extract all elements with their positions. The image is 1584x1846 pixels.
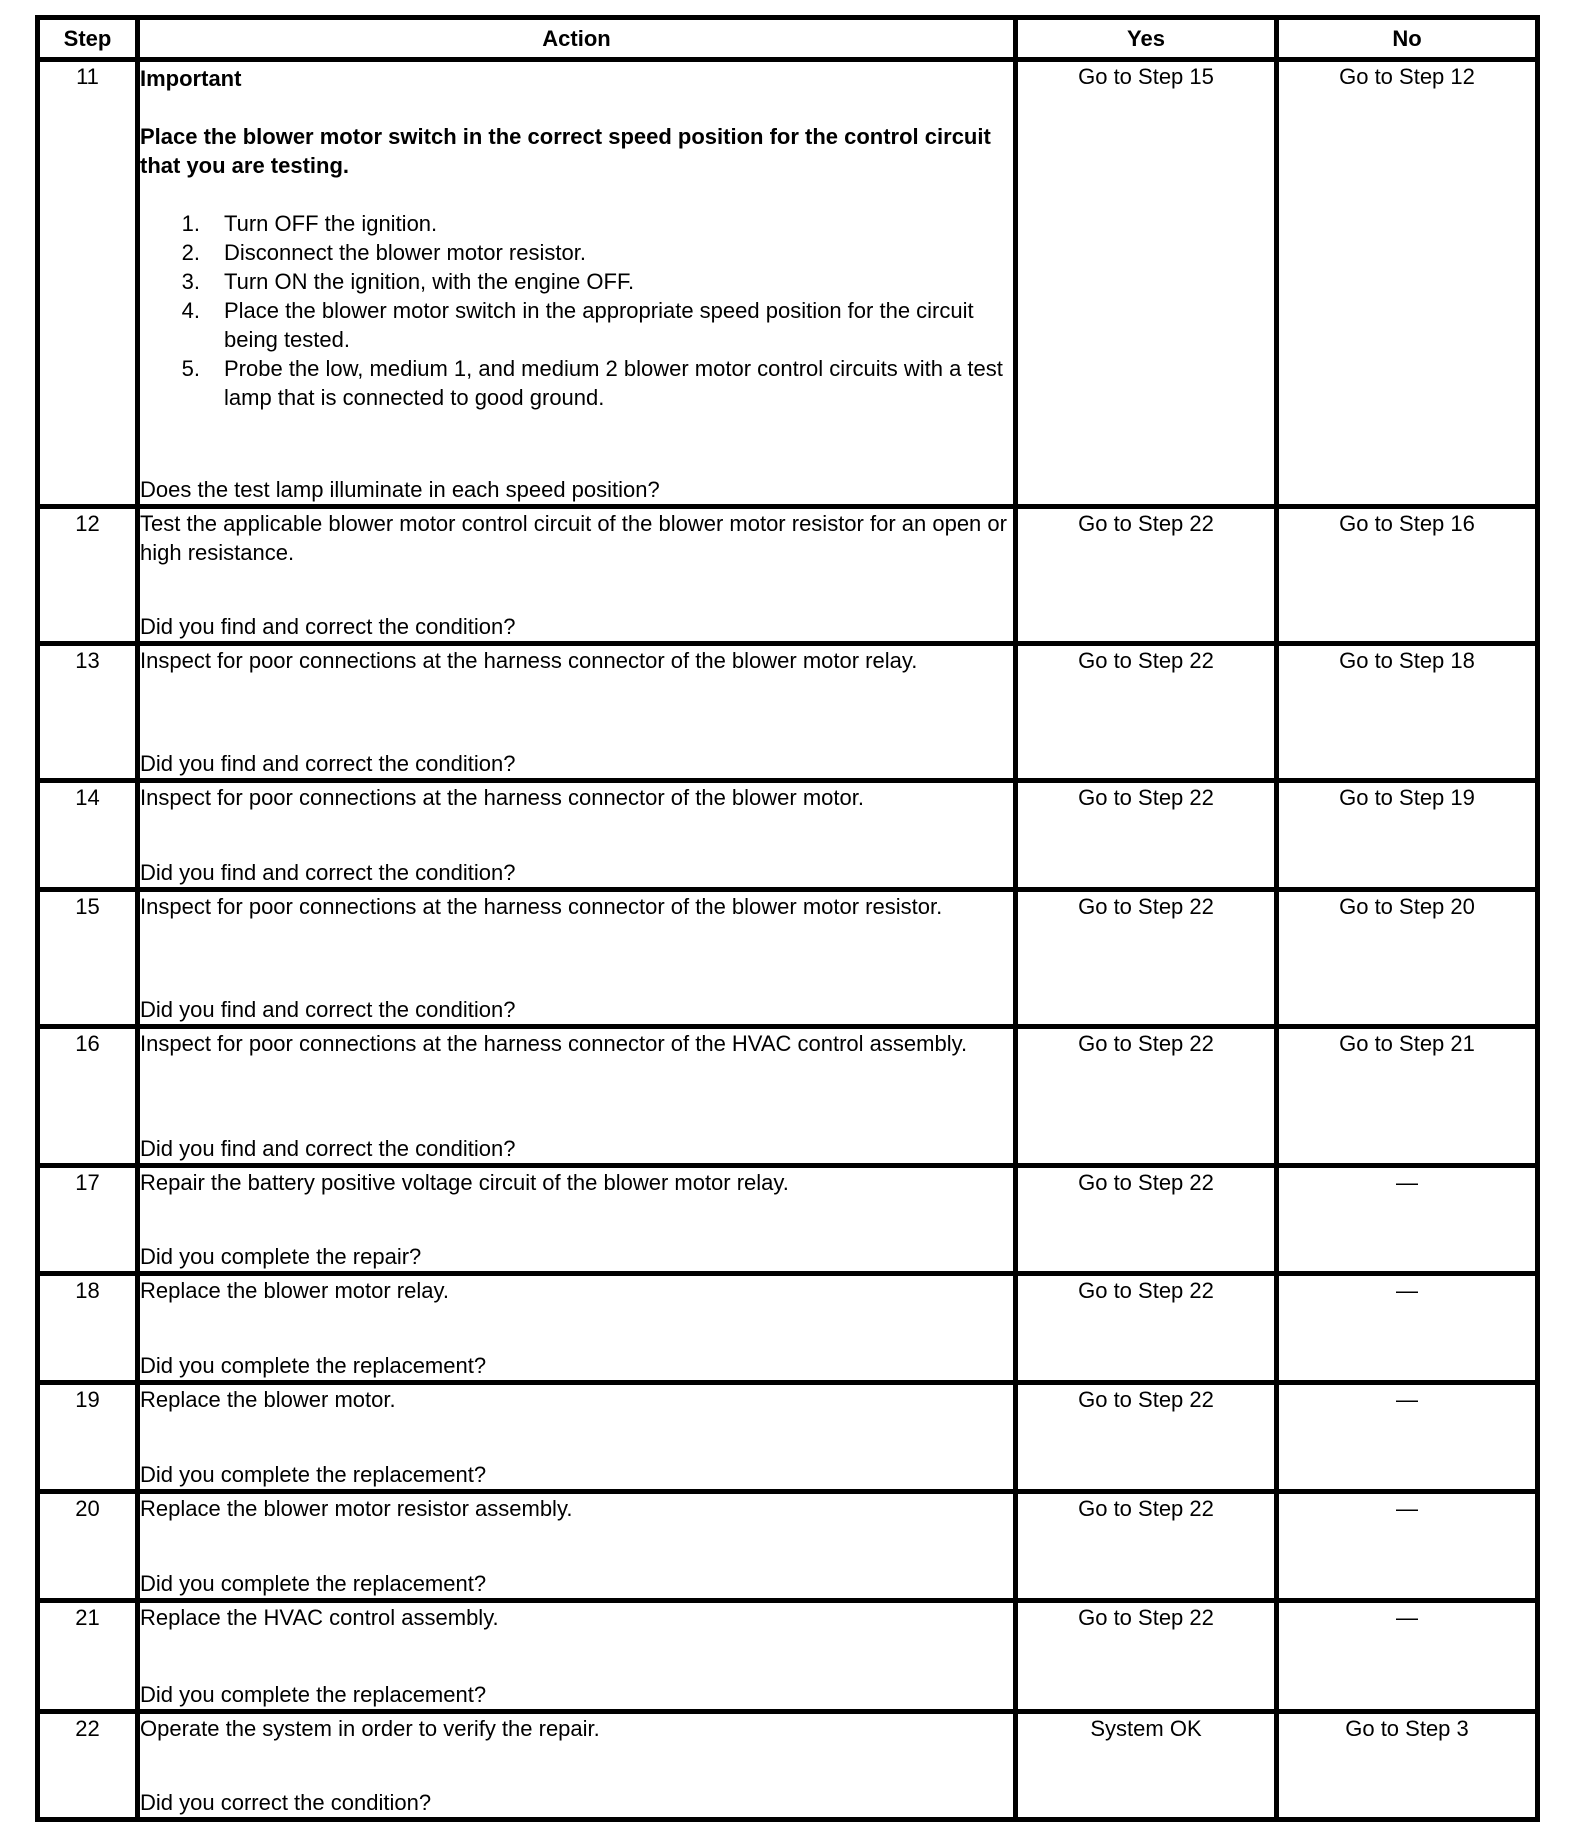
step-number: 12 <box>38 507 138 644</box>
list-item <box>140 354 1013 412</box>
step-number: 16 <box>38 1027 138 1166</box>
step-number: 17 <box>38 1166 138 1274</box>
no-result: Go to Step 18 <box>1339 648 1475 673</box>
action-text: Inspect for poor connections at the harness connector of the blower motor relay. <box>140 648 918 673</box>
table-row <box>38 507 1538 644</box>
question: Did you find and correct the condition? <box>140 997 516 1022</box>
yes-cell <box>1016 1492 1277 1601</box>
question: Did you find and correct the condition? <box>140 860 516 885</box>
table-row <box>38 1492 1538 1601</box>
no-cell <box>1277 1383 1538 1492</box>
list-text: Disconnect the blower motor resistor. <box>224 240 586 265</box>
list-number: 1. <box>181 211 200 236</box>
list-number: 2. <box>181 240 200 265</box>
action-cell <box>138 1027 1016 1166</box>
no-cell <box>1277 1027 1538 1166</box>
list-item <box>140 209 1013 238</box>
question: Did you find and correct the condition? <box>140 614 516 639</box>
step-number: 22 <box>38 1712 138 1820</box>
table-row <box>38 890 1538 1027</box>
yes-cell <box>1016 890 1277 1027</box>
list-item <box>140 267 1013 296</box>
yes-result: Go to Step 22 <box>1078 511 1214 536</box>
step-number: 13 <box>38 644 138 781</box>
question: Did you complete the replacement? <box>140 1462 487 1487</box>
list-number: 4. <box>181 298 200 323</box>
action-cell <box>138 781 1016 890</box>
header-no: No <box>1277 18 1538 60</box>
action-cell <box>138 1492 1016 1601</box>
list-text: Turn ON the ignition, with the engine OFF. <box>224 269 635 294</box>
list-text: Turn OFF the ignition. <box>224 211 438 236</box>
list-number: 3. <box>181 269 200 294</box>
yes-result: Go to Step 22 <box>1078 1031 1214 1056</box>
yes-result: Go to Step 22 <box>1078 1170 1214 1195</box>
table-row <box>38 1383 1538 1492</box>
yes-cell <box>1016 60 1277 507</box>
question: Did you find and correct the condition? <box>140 751 516 776</box>
action-cell <box>138 1274 1016 1383</box>
table-row <box>38 1712 1538 1820</box>
no-result: Go to Step 21 <box>1339 1031 1475 1056</box>
no-cell <box>1277 1166 1538 1274</box>
no-result: Go to Step 12 <box>1339 64 1475 89</box>
table-row <box>38 644 1538 781</box>
header-yes: Yes <box>1016 18 1277 60</box>
no-cell <box>1277 1601 1538 1712</box>
yes-result: Go to Step 22 <box>1078 1496 1214 1521</box>
header-action: Action <box>138 18 1016 60</box>
list-number: 5. <box>181 356 200 381</box>
yes-result: Go to Step 15 <box>1078 64 1214 89</box>
list-text: Probe the low, medium 1, and medium 2 blower motor control circuits with a test lamp that is connected to good ground. <box>224 356 1003 410</box>
yes-cell <box>1016 1027 1277 1166</box>
step-number: 21 <box>38 1601 138 1712</box>
no-result: Go to Step 3 <box>1345 1716 1469 1741</box>
diagnostic-table <box>35 15 1540 1822</box>
yes-cell <box>1016 1601 1277 1712</box>
list-item <box>140 238 1013 267</box>
procedure-list <box>140 209 1013 412</box>
action-cell <box>138 890 1016 1027</box>
question: Does the test lamp illuminate in each speed position? <box>140 477 660 502</box>
yes-result: System OK <box>1090 1716 1202 1741</box>
action-text: Inspect for poor connections at the harness connector of the HVAC control assembly. <box>140 1031 968 1056</box>
header-step: Step <box>38 18 138 60</box>
no-cell <box>1277 507 1538 644</box>
yes-cell <box>1016 1712 1277 1820</box>
action-text: Replace the blower motor. <box>140 1387 396 1412</box>
no-result: — <box>1396 1278 1418 1303</box>
no-cell <box>1277 60 1538 507</box>
question: Did you complete the replacement? <box>140 1571 487 1596</box>
action-cell <box>138 60 1016 507</box>
action-text: Inspect for poor connections at the harness connector of the blower motor. <box>140 785 864 810</box>
yes-cell <box>1016 507 1277 644</box>
action-text: Operate the system in order to verify the repair. <box>140 1716 600 1741</box>
table-row <box>38 1027 1538 1166</box>
step-number: 20 <box>38 1492 138 1601</box>
no-cell <box>1277 1492 1538 1601</box>
no-cell <box>1277 890 1538 1027</box>
action-text: Replace the blower motor resistor assembly. <box>140 1496 573 1521</box>
table-row <box>38 781 1538 890</box>
yes-result: Go to Step 22 <box>1078 1387 1214 1412</box>
yes-result: Go to Step 22 <box>1078 894 1214 919</box>
yes-result: Go to Step 22 <box>1078 1605 1214 1630</box>
question: Did you complete the repair? <box>140 1244 422 1269</box>
action-text: Repair the battery positive voltage circuit of the blower motor relay. <box>140 1170 789 1195</box>
table-row <box>38 1166 1538 1274</box>
action-cell <box>138 1383 1016 1492</box>
action-cell <box>138 507 1016 644</box>
table-header-row <box>38 18 1538 60</box>
action-text: Inspect for poor connections at the harness connector of the blower motor resistor. <box>140 894 943 919</box>
question: Did you complete the replacement? <box>140 1353 487 1378</box>
yes-cell <box>1016 1383 1277 1492</box>
list-item <box>140 296 1013 354</box>
action-text: Test the applicable blower motor control circuit of the blower motor resistor for an open or high resistance. <box>140 511 1007 565</box>
yes-cell <box>1016 1274 1277 1383</box>
no-result: — <box>1396 1605 1418 1630</box>
action-cell <box>138 1601 1016 1712</box>
step-number: 11 <box>38 60 138 507</box>
action-cell <box>138 1166 1016 1274</box>
action-cell <box>138 1712 1016 1820</box>
no-result: Go to Step 20 <box>1339 894 1475 919</box>
no-cell <box>1277 1712 1538 1820</box>
action-text: Replace the HVAC control assembly. <box>140 1605 499 1630</box>
step-number: 19 <box>38 1383 138 1492</box>
question: Did you find and correct the condition? <box>140 1136 516 1161</box>
action-text: Replace the blower motor relay. <box>140 1278 449 1303</box>
yes-result: Go to Step 22 <box>1078 648 1214 673</box>
table-row <box>38 1274 1538 1383</box>
table-row <box>38 60 1538 507</box>
no-cell <box>1277 781 1538 890</box>
important-note: Place the blower motor switch in the correct speed position for the control circuit that you are testing. <box>140 124 991 178</box>
yes-result: Go to Step 22 <box>1078 1278 1214 1303</box>
list-text: Place the blower motor switch in the appropriate speed position for the circuit being tested. <box>224 298 974 352</box>
no-cell <box>1277 1274 1538 1383</box>
no-result: — <box>1396 1170 1418 1195</box>
step-number: 18 <box>38 1274 138 1383</box>
step-number: 15 <box>38 890 138 1027</box>
important-label: Important <box>140 66 242 91</box>
yes-cell <box>1016 781 1277 890</box>
no-cell <box>1277 644 1538 781</box>
table-row <box>38 1601 1538 1712</box>
question: Did you correct the condition? <box>140 1790 432 1815</box>
no-result: Go to Step 19 <box>1339 785 1475 810</box>
step-number: 14 <box>38 781 138 890</box>
no-result: Go to Step 16 <box>1339 511 1475 536</box>
yes-cell <box>1016 644 1277 781</box>
question: Did you complete the replacement? <box>140 1682 487 1707</box>
yes-result: Go to Step 22 <box>1078 785 1214 810</box>
no-result: — <box>1396 1387 1418 1412</box>
yes-cell <box>1016 1166 1277 1274</box>
action-cell <box>138 644 1016 781</box>
no-result: — <box>1396 1496 1418 1521</box>
